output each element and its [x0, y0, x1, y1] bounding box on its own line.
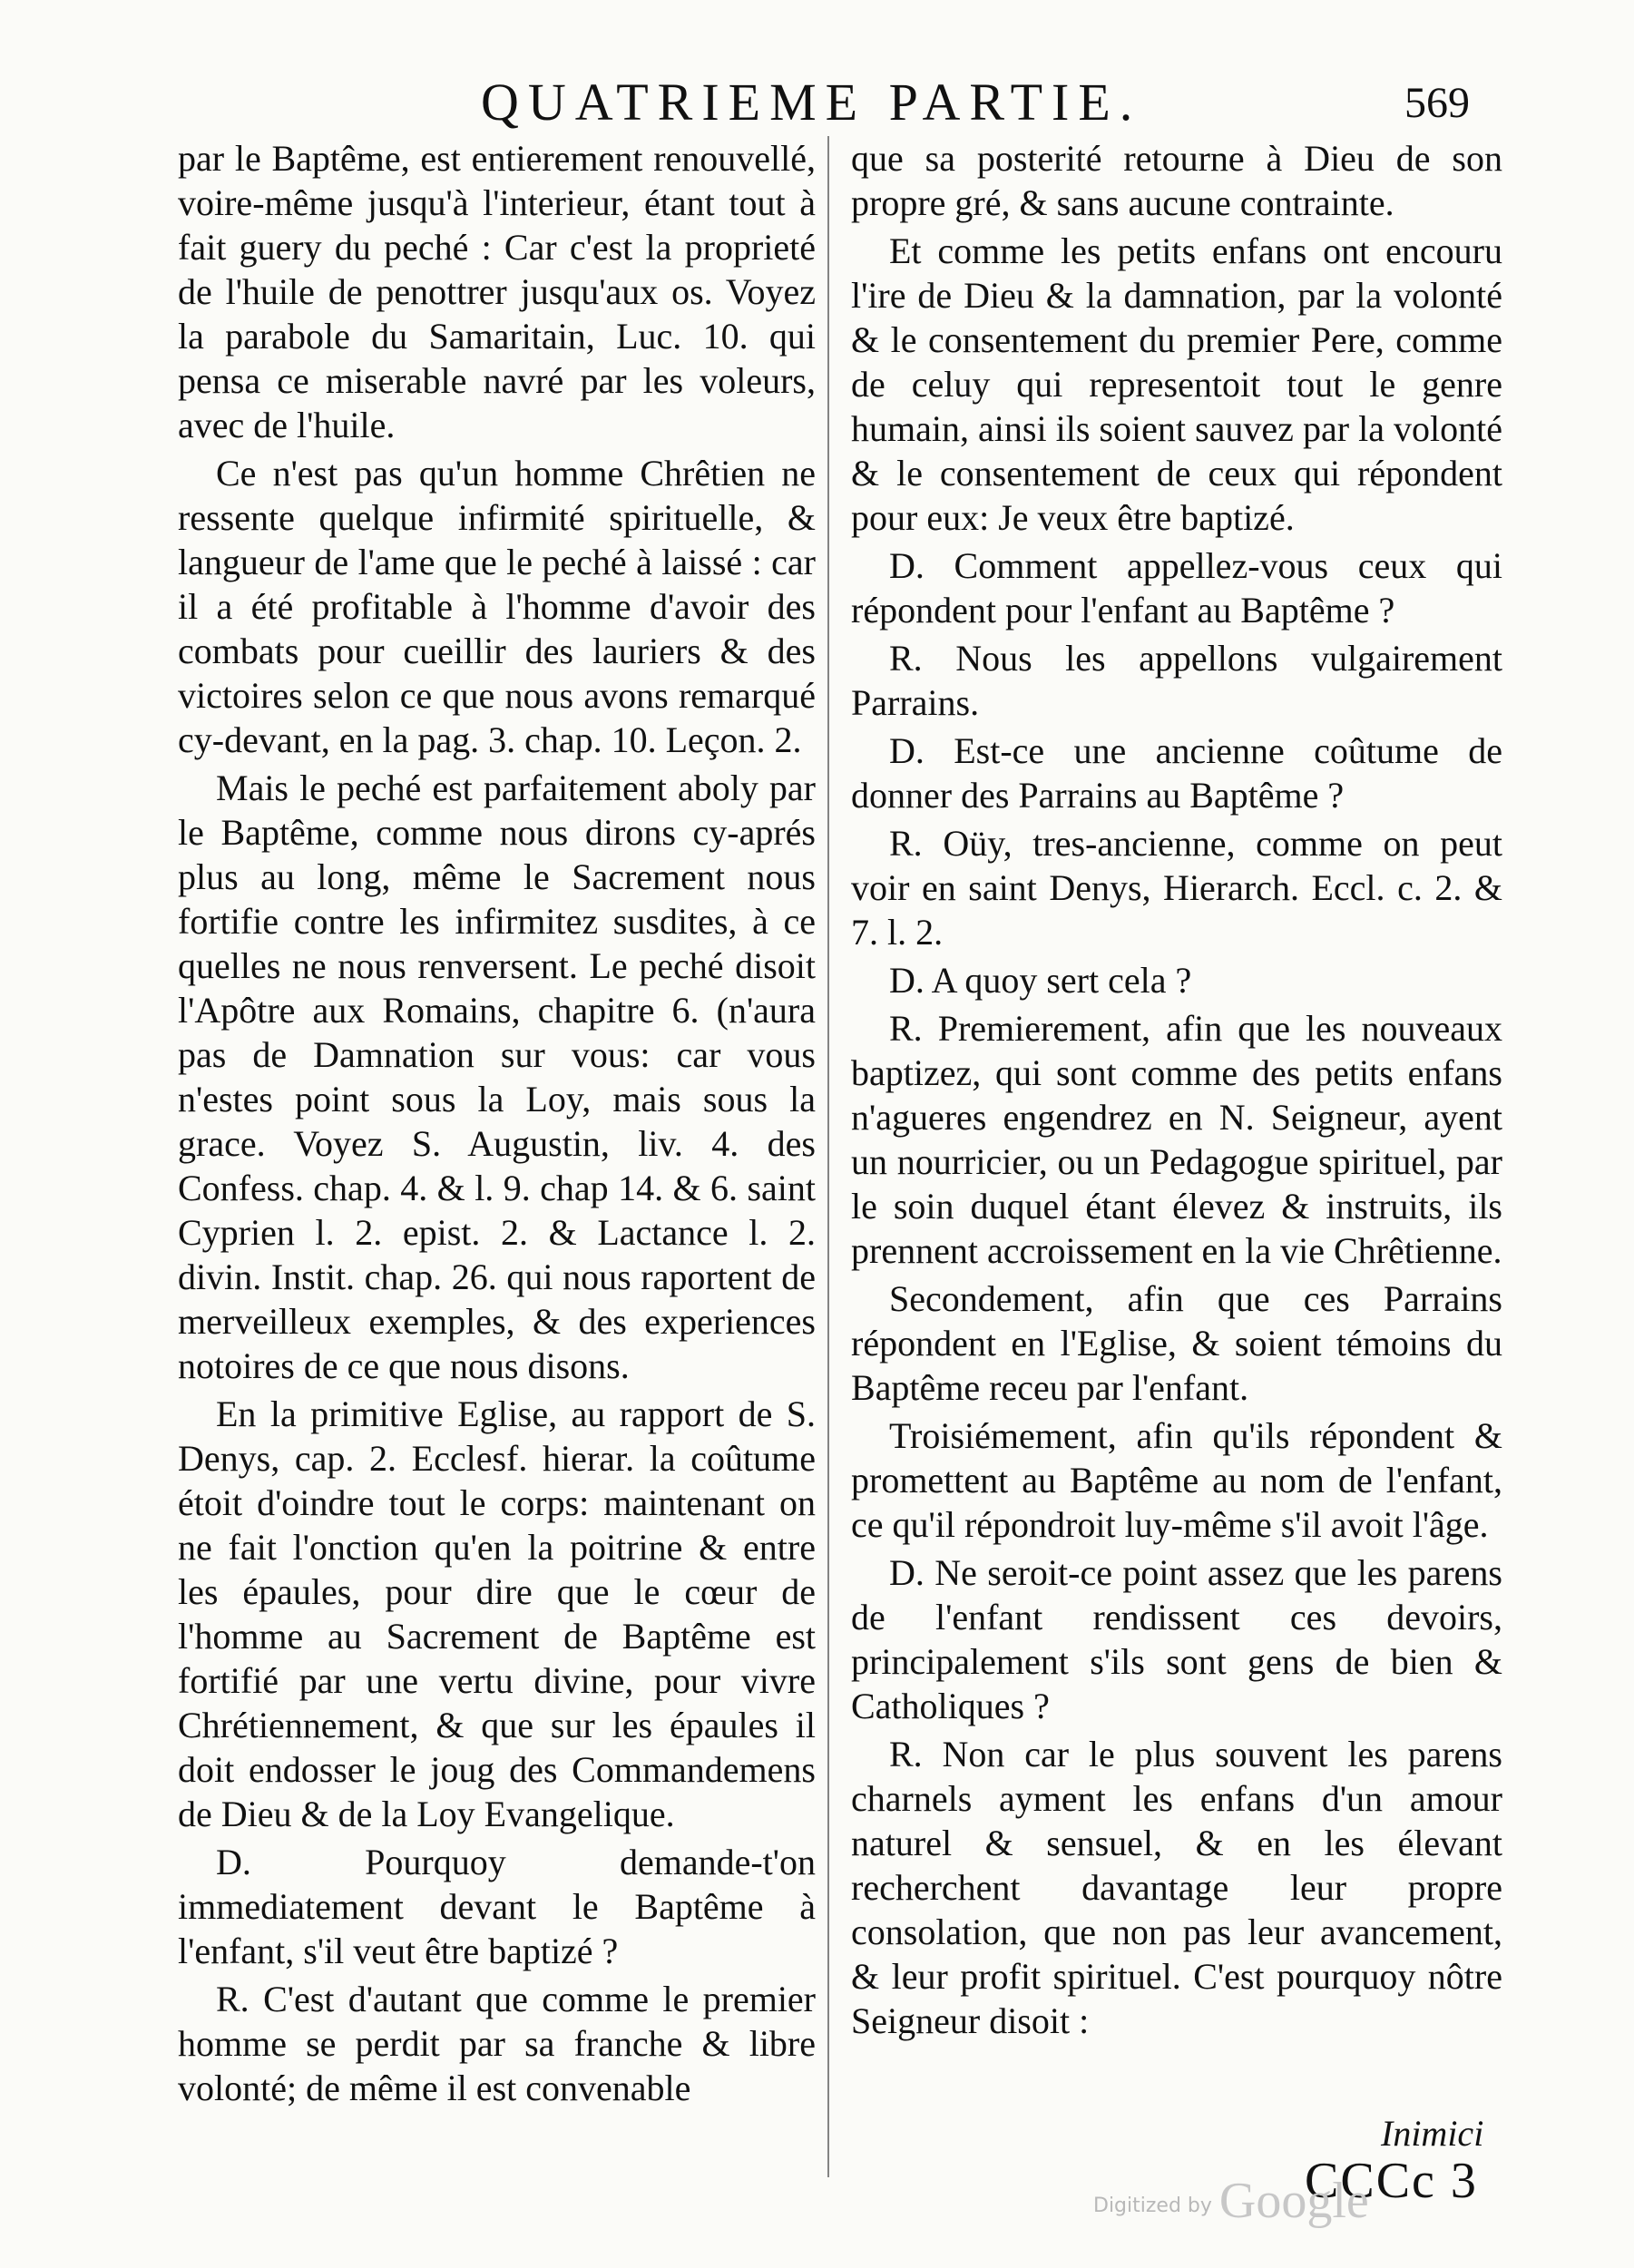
paragraph: D. A quoy sert cela ? [889, 960, 1192, 1001]
column-divider [827, 136, 829, 2177]
digitization-watermark [1093, 2172, 1369, 2230]
paragraph: R. Oüy, tres-ancienne, comme on peut voir en saint Denys, Hierarch. Eccl. c. 2. & 7. l. 2. [851, 823, 1502, 953]
paragraph: D. Pourquoy demande-t'on immediatement devant le Baptême à l'enfant, s'il veut être baptizé ? [178, 1842, 816, 1971]
paragraph: En la primitive Eglise, au rapport de S. Denys, cap. 2. Ecclesf. hierar. la coûtume étoit d'oindre tout le corps: maintenant on ne fait l'onction qu'en la poitrine & entre les épaules, pour dire que le cœur de l'homme au Sacrement de Baptême est fortifié par une vertu divine, pour vivre Chrétiennement, & que sur les épaules il doit endosser le joug des Commandemens de Dieu & de la Loy Evangelique. [178, 1393, 816, 1834]
paragraph: Ce n'est pas qu'un homme Chrêtien ne ressente quelque infirmité spirituelle, & langueur de l'ame que le peché à laissé : car il a été profitable à l'homme d'avoir des combats pour cueillir des lauriers & des victoires selon ce que nous avons remarqué cy-devant, en la pag. 3. chap. 10. Leçon. 2. [178, 453, 816, 760]
watermark-brand: Google [1218, 2173, 1369, 2229]
paragraph: Et comme les petits enfans ont encouru l'ire de Dieu & la damnation, par la volonté & le consentement du premier Pere, comme de celuy qui representoit tout le genre humain, ainsi ils soient sauvez par la volonté & le consentement de ceux qui répondent pour eux: Je veux être baptizé. [851, 230, 1502, 538]
page-number: 569 [1404, 79, 1470, 127]
paragraph: D. Comment appellez-vous ceux qui répondent pour l'enfant au Baptême ? [851, 545, 1502, 631]
watermark-prefix: Digitized by [1093, 2195, 1212, 2217]
paragraph: R. Premierement, afin que les nouveaux baptizez, qui sont comme des petits enfans n'agueres engendrez en N. Seigneur, ayent un nourricier, ou un Pedagogue spirituel, par le soin duquel étant élevez & instruits, ils prennent accroissement en la vie Chrêtienne. [851, 1008, 1502, 1271]
signature-mark: CCCc 3 [1305, 2153, 1478, 2209]
paragraph: D. Est-ce une ancienne coûtume de donner des Parrains au Baptême ? [851, 730, 1502, 816]
running-title: QUATRIEME PARTIE. [481, 73, 1142, 132]
paragraph: Troisiémement, afin qu'ils répondent & promettent au Baptême au nom de l'enfant, ce qu'il répondroit luy-même s'il avoit l'âge. [851, 1415, 1502, 1545]
right-column [851, 136, 1502, 2047]
paragraph: R. Nous les appellons vulgairement Parrains. [851, 638, 1502, 723]
paragraph: que sa posterité retourne à Dieu de son propre gré, & sans aucune contrainte. [851, 138, 1502, 223]
paragraph: R. C'est d'autant que comme le premier homme se perdit par sa franche & libre volonté; de même il est convenable [178, 1979, 816, 2108]
paragraph: par le Baptême, est entierement renouvellé, voire-même jusqu'à l'interieur, étant tout à fait guery du peché : Car c'est la proprieté de l'huile de penottrer jusqu'aux os. Voyez la parabole du Samaritain, Luc. 10. qui pensa ce miserable navré par les voleurs, avec de l'huile. [178, 138, 816, 445]
catchword: Inimici [1381, 2113, 1484, 2154]
paragraph: R. Non car le plus souvent les parens charnels ayment les enfans d'un amour naturel & sensuel, & en les élevant recherchent davantage leur propre consolation, que non pas leur avancement, & leur profit spirituel. C'est pourquoy nôtre Seigneur disoit : [851, 1734, 1502, 2041]
paragraph: Mais le peché est parfaitement aboly par le Baptême, comme nous dirons cy-aprés plus au long, même le Sacrement nous fortifie contre les infirmitez susdites, à ce quelles ne nous renversent. Le peché disoit l'Apôtre aux Romains, chapitre 6. (n'aura pas de Damnation sur vous: car vous n'estes point sous la Loy, mais sous la grace. Voyez S. Augustin, liv. 4. des Confess. chap. 4. & l. 9. chap 14. & 6. saint Cyprien l. 2. epist. 2. & Lactance l. 2. divin. Instit. chap. 26. qui nous raportent de merveilleux exemples, & des experiences notoires de ce que nous disons. [178, 767, 816, 1386]
left-column [178, 136, 816, 2114]
paragraph: Secondement, afin que ces Parrains répondent en l'Eglise, & soient témoins du Baptême receu par l'enfant. [851, 1278, 1502, 1408]
paragraph: D. Ne seroit-ce point assez que les parens de l'enfant rendissent ces devoirs, principalement s'ils sont gens de bien & Catholiques ? [851, 1552, 1502, 1726]
